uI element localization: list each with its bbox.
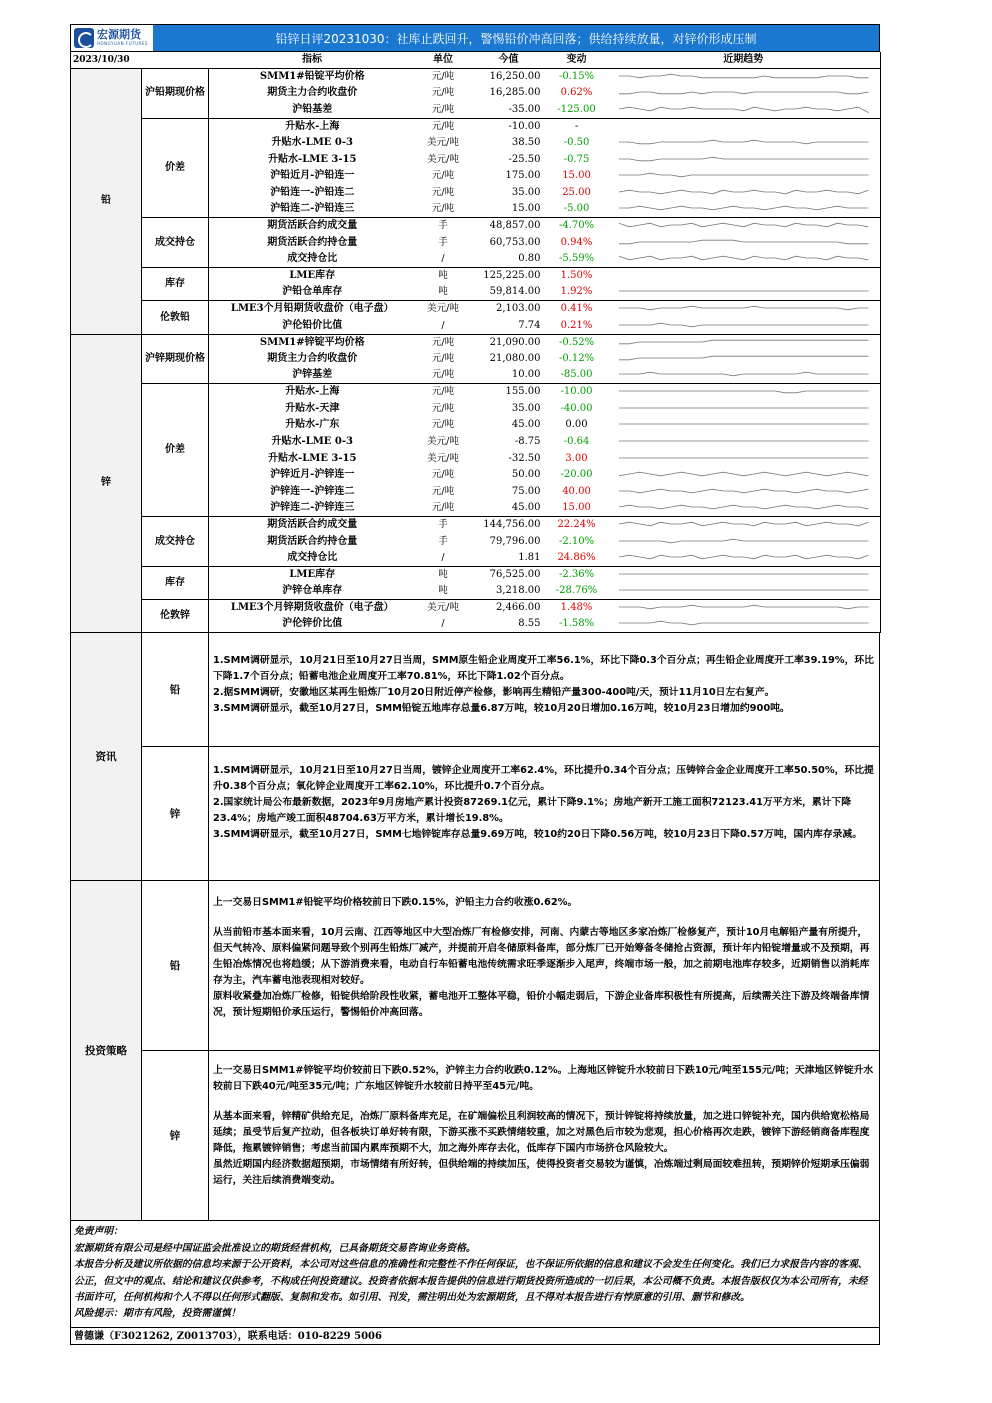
news-lead-item-3: 3.SMM调研显示，截至10月27日，SMM铅锭五地库存总量6.87万吨，较10月20日增加0.16万吨，较10月23日增加约900吨。 xyxy=(213,703,790,715)
sparkline-line xyxy=(618,489,868,493)
strategy-lead-label: 铅 xyxy=(142,881,209,1050)
indicator-unit: 美元/吨 xyxy=(427,137,459,149)
indicator-change: -28.76% xyxy=(547,583,607,600)
report-header xyxy=(70,24,880,52)
indicator-change: -0.12% xyxy=(558,352,595,364)
indicator-value: 21,090.00 xyxy=(489,336,541,348)
strategy-zinc-p2: 从基本面来看，锌精矿供给充足，冶炼厂原料备库充足，在矿端偏松且利润较高的情况下，预计锌锭将持续放量，加之进口锌锭补充，国内供给宽松格局延续；虽受节后复产拉动，但各板块订单好转有限，下游买涨不买跌情绪较重，加之对黑色后市较为悲观，担心价格再次走跌，镀锌下游经销商备库程度降低，拖累镀锌销售；考虑当前国内累库预期不大，加之海外库存去化，低库存下国内市场挤仓风险较大。 xyxy=(213,1111,870,1155)
indicator-unit: 元/吨 xyxy=(416,367,471,384)
sparkline xyxy=(607,334,881,351)
indicator-value: 3,218.00 xyxy=(471,583,547,600)
disclaimer-line3: 风险提示：期市有风险，投资需谨慎！ xyxy=(74,1308,241,1320)
indicator-unit: 美元/吨 xyxy=(427,435,459,447)
sparkline-line xyxy=(618,356,868,360)
indicator-name: 沪铅仓单库存 xyxy=(209,284,416,301)
indicator-value: 16,285.00 xyxy=(489,87,541,99)
indicator-unit: 美元/吨 xyxy=(427,303,459,315)
sparkline-line xyxy=(618,207,868,211)
sparkline-line xyxy=(618,256,868,260)
strategy-zinc-p1: 上一交易日SMM1#锌锭平均价较前日下跌0.52%，沪锌主力合约收跌0.12%。上海地区锌锭升水较前日下跌10元/吨至155元/吨；天津地区锌锭升水较前日下跌40元/吨至35元/吨；广东地区锌锭升水较前日持平至45元/吨。 xyxy=(213,1065,874,1093)
table-row xyxy=(71,218,881,235)
indicator-value: -25.50 xyxy=(508,153,541,165)
sparkline xyxy=(607,417,881,434)
indicator-change: 0.00 xyxy=(565,419,588,431)
indicator-unit: 元/吨 xyxy=(416,102,471,119)
strategy-zinc-text xyxy=(209,1051,879,1220)
indicator-value: 1.81 xyxy=(471,550,547,567)
news-zinc-label: 锌 xyxy=(142,747,209,880)
indicator-name: SMM1#铅锭平均价格 xyxy=(259,71,365,83)
news-label: 资讯 xyxy=(71,633,142,880)
sparkline xyxy=(607,450,881,467)
indicator-change: 0.21% xyxy=(547,318,607,335)
indicator-name: 升贴水-LME 3-15 xyxy=(268,452,357,464)
indicator-value: 125,225.00 xyxy=(483,270,541,282)
indicator-value: 59,814.00 xyxy=(471,284,547,301)
indicator-name: 沪铅近月-沪铅连一 xyxy=(270,170,355,182)
indicator-name: 期货活跃合约持仓量 xyxy=(267,236,358,248)
indicator-name: 升贴水-LME 3-15 xyxy=(268,153,357,165)
news-zinc-item-2: 2.国家统计局公布最新数据，2023年9月房地产累计投资87269.1亿元，累计下降9.1%；房地产新开工施工面积72123.41万平方米，累计下降23.4%；房地产竣工面积48704.63万平方米，累计增长19.8%。 xyxy=(213,797,852,825)
indicator-change: -0.52% xyxy=(558,336,595,348)
indicator-unit: 元/吨 xyxy=(431,87,455,99)
indicator-unit: 元/吨 xyxy=(431,336,455,348)
indicator-unit: 元/吨 xyxy=(431,170,455,182)
indicator-unit: 元/吨 xyxy=(416,500,471,517)
sparkline xyxy=(607,483,881,500)
indicator-change: -125.00 xyxy=(547,102,607,119)
group-label: 成交持仓 xyxy=(142,517,209,567)
indicator-change: 0.62% xyxy=(560,87,593,99)
indicator-name: LME3个月铅期货收盘价（电子盘） xyxy=(230,303,394,315)
indicator-value: 144,756.00 xyxy=(483,519,541,531)
strategy-lead-text xyxy=(209,881,879,1050)
indicator-name: 沪伦锌价比值 xyxy=(209,616,416,633)
indicator-change: -2.10% xyxy=(558,535,595,547)
logo-en-text: HONGYUAN FUTURES xyxy=(97,41,148,46)
indicator-unit: 手 xyxy=(438,220,448,232)
indicator-change: -2.36% xyxy=(558,568,595,580)
indicator-change: -5.59% xyxy=(547,251,607,268)
indicator-unit: 美元/吨 xyxy=(427,153,459,165)
indicator-value: 48,857.00 xyxy=(489,220,541,232)
indicator-value: 21,080.00 xyxy=(489,352,541,364)
strategy-lead-block xyxy=(142,881,879,1051)
indicator-name: 沪铅基差 xyxy=(209,102,416,119)
indicator-name: SMM1#锌锭平均价格 xyxy=(259,336,365,348)
indicator-unit: 元/吨 xyxy=(431,485,455,497)
indicator-value: 10.00 xyxy=(471,367,547,384)
indicator-change: -5.00 xyxy=(547,201,607,218)
sparkline-line xyxy=(618,472,868,476)
disclaimer-title: 免责声明： xyxy=(74,1226,123,1238)
table-row xyxy=(71,517,881,534)
table-row xyxy=(71,334,881,351)
indicator-name: 期货活跃合约成交量 xyxy=(267,519,358,531)
sparkline xyxy=(607,201,881,218)
indicator-name: 期货活跃合约成交量 xyxy=(267,220,358,232)
sparkline xyxy=(607,235,881,252)
news-lead-label: 铅 xyxy=(142,633,209,746)
col-change: 变动 xyxy=(547,52,607,69)
indicator-value: 15.00 xyxy=(471,201,547,218)
sparkline xyxy=(607,152,881,169)
indicator-value: 45.00 xyxy=(511,419,541,431)
indicator-change: - xyxy=(574,120,579,132)
indicator-unit: 吨 xyxy=(438,270,448,282)
indicator-value: 76,525.00 xyxy=(489,568,541,580)
indicator-change: 25.00 xyxy=(562,187,591,199)
group-label: 伦敦锌 xyxy=(142,600,209,633)
indicator-unit: 手 xyxy=(438,519,448,531)
indicator-unit: / xyxy=(416,318,471,335)
sparkline-line xyxy=(618,174,868,178)
sparkline xyxy=(607,616,881,633)
table-row xyxy=(71,69,881,86)
sparkline xyxy=(607,284,881,301)
strategy-lead-p1: 上一交易日SMM1#铅锭平均价格较前日下跌0.15%，沪铅主力合约收涨0.62%。 xyxy=(213,897,578,909)
group-label: 沪铅期现价格 xyxy=(142,69,209,119)
indicator-change: -0.75 xyxy=(563,153,590,165)
indicator-unit: 元/吨 xyxy=(431,469,455,481)
sparkline xyxy=(607,550,881,567)
indicator-unit: 元/吨 xyxy=(416,201,471,218)
sparkline xyxy=(607,500,881,517)
indicator-unit: 手 xyxy=(438,535,448,547)
indicator-value: -10.00 xyxy=(508,120,541,132)
indicator-change: 0.41% xyxy=(560,303,593,315)
strategy-label: 投资策略 xyxy=(71,881,142,1220)
indicator-name: 成交持仓比 xyxy=(209,251,416,268)
news-lead-item-2: 2.据SMM调研，安徽地区某再生铅炼厂10月20日附近停产检修，影响再生精铅产量300-400吨/天，预计11月10日左右复产。 xyxy=(213,687,775,699)
col-trend: 近期趋势 xyxy=(607,52,881,69)
indicator-value: 155.00 xyxy=(505,386,541,398)
indicator-value: -8.75 xyxy=(514,435,541,447)
indicator-change: 40.00 xyxy=(562,485,591,497)
indicator-change: 22.24% xyxy=(557,519,596,531)
indicator-value: 45.00 xyxy=(471,500,547,517)
indicator-name: 沪锌连二-沪锌连三 xyxy=(209,500,416,517)
indicator-value: 2,103.00 xyxy=(495,303,541,315)
sparkline-line xyxy=(618,157,868,161)
indicator-name: 升贴水-上海 xyxy=(285,120,340,132)
indicator-name: 沪锌仓单库存 xyxy=(209,583,416,600)
group-label: 成交持仓 xyxy=(142,218,209,268)
sparkline-line xyxy=(618,240,868,244)
sparkline xyxy=(607,384,881,401)
disclaimer-line2: 本报告分析及建议所依据的信息均来源于公开资料，本公司对这些信息的准确性和完整性不作任何保证，也不保证所依据的信息和建议不会发生任何变化。我们已力求报告内容的客观、公正，但文中的观点、结论和建议仅供参考，不构成任何投资建议。投资者依据本报告提供的信息进行期货投资所造成的一切后果，本公司概不负责。本报告版权仅为本公司所有，未经书面许可，任何机构和个人不得以任何形式翻版、复制和发布。如引用、刊发，需注明出处为宏源期货，且不得对本报告进行有悖原意的引用、删节和修改。 xyxy=(74,1259,868,1303)
strategy-lead-p2: 从当前铅市基本面来看，10月云南、江西等地区中大型冶炼厂有检修安排，河南、内蒙古等地区多家冶炼厂检修复产，预计10月电解铅产量有所提升，但天气转冷、原料偏紧问题导致个别再生铅炼厂减产，并提前开启冬储原料备库，部分炼厂已开始筹备冬储抢占资源，预计年内铅锭增量或不及预期，再生铅冶炼情况也将趋缓；从下游消费来看，电动自行车铅蓄电池传统需求旺季逐渐步入尾声，终端市场一般，加之前期电池库存较多，近期销售以消耗库存为主，汽车蓄电池表现相对较好。 xyxy=(213,927,870,987)
indicator-change: -1.58% xyxy=(547,616,607,633)
sparkline xyxy=(607,533,881,550)
disclaimer-line1: 宏源期货有限公司是经中国证监会批准设立的期货经营机构，已具备期货交易咨询业务资格。 xyxy=(74,1242,476,1254)
indicator-unit: 吨 xyxy=(438,568,448,580)
indicator-change: 1.92% xyxy=(547,284,607,301)
group-label: 沪锌期现价格 xyxy=(142,334,209,384)
sparkline xyxy=(607,301,881,318)
sparkline xyxy=(607,118,881,135)
sparkline xyxy=(607,102,881,119)
sparkline-line xyxy=(618,391,868,393)
indicator-unit: 元/吨 xyxy=(431,71,455,83)
indicator-unit: 美元/吨 xyxy=(427,452,459,464)
indicator-unit: 元/吨 xyxy=(431,386,455,398)
indicator-unit: / xyxy=(416,251,471,268)
indicator-value: 79,796.00 xyxy=(489,535,541,547)
news-lead-block xyxy=(142,633,879,747)
indicator-name: 升贴水-上海 xyxy=(285,386,340,398)
sparkline xyxy=(607,69,881,86)
indicator-unit: 元/吨 xyxy=(431,120,455,132)
sparkline xyxy=(607,135,881,152)
indicator-value: 0.80 xyxy=(471,251,547,268)
sparkline xyxy=(607,318,881,335)
logo-icon xyxy=(74,28,94,48)
market-data-table xyxy=(70,52,881,633)
sparkline-line xyxy=(618,92,868,94)
metal-zinc-label: 锌 xyxy=(71,334,142,633)
sparkline-line xyxy=(618,539,868,543)
indicator-value: 175.00 xyxy=(505,170,541,182)
col-unit: 单位 xyxy=(416,52,471,69)
sparkline-line xyxy=(618,340,868,344)
col-value: 今值 xyxy=(471,52,547,69)
indicator-change: 0.94% xyxy=(560,236,593,248)
indicator-name: 期货主力合约收盘价 xyxy=(267,87,358,99)
indicator-change: -0.50 xyxy=(563,137,590,149)
group-label: 库存 xyxy=(142,566,209,599)
group-label: 伦敦铅 xyxy=(142,301,209,334)
sparkline xyxy=(607,434,881,451)
indicator-name: 沪锌基差 xyxy=(209,367,416,384)
sparkline xyxy=(607,268,881,285)
strategy-lead-p3: 原料收紧叠加冶炼厂检修，铅锭供给阶段性收紧，蓄电池开工整体平稳，铅价小幅走弱后，下游企业备库积极性有所提高，后续需关注下游及终端备库情况，预计短期铅价承压运行，警惕铅价冲高回落。 xyxy=(213,991,870,1019)
sparkline-line xyxy=(618,224,868,228)
strategy-zinc-p3: 虽然近期国内经济数据超预期，市场情绪有所好转，但供给端的持续加压，使得投资者交易较为谨慎，冶炼端过剩局面较难扭转，预期锌价短期承压偏弱运行，关注后续消费端变动。 xyxy=(213,1159,870,1187)
sparkline xyxy=(607,85,881,102)
sparkline-line xyxy=(618,621,868,625)
group-label: 价差 xyxy=(142,118,209,218)
indicator-name: LME3个月锌期货收盘价（电子盘） xyxy=(230,602,394,614)
indicator-value: 2,466.00 xyxy=(495,602,541,614)
metal-lead-label: 铅 xyxy=(71,69,142,335)
indicator-value: 16,250.00 xyxy=(489,71,541,83)
sparkline-line xyxy=(618,107,868,112)
indicator-value: 35.00 xyxy=(511,187,541,199)
indicator-value: 7.74 xyxy=(471,318,547,335)
sparkline xyxy=(607,168,881,185)
indicator-name: 期货活跃合约持仓量 xyxy=(267,535,358,547)
indicator-change: -0.64 xyxy=(563,435,590,447)
indicator-change: -10.00 xyxy=(560,386,593,398)
news-zinc-block xyxy=(142,747,879,880)
news-lead-item-1: 1.SMM调研显示，10月21日至10月27日当周，SMM原生铅企业周度开工率56.1%，环比下降0.3个百分点；再生铅企业周度开工率39.19%，环比下降1.7个百分点；铅蓄电池企业周度开工率70.81%，环比下降1.02个百分点。 xyxy=(213,655,874,683)
sparkline xyxy=(607,351,881,368)
indicator-name: 沪锌连一-沪锌连二 xyxy=(270,485,355,497)
strategy-section xyxy=(70,881,880,1221)
logo-cn-text: 宏源期货 xyxy=(97,28,141,41)
sparkline xyxy=(607,583,881,600)
col-indicator: 指标 xyxy=(209,52,416,69)
table-row xyxy=(71,301,881,318)
indicator-change: 1.50% xyxy=(560,270,593,282)
table-row xyxy=(71,566,881,583)
indicator-name: 沪伦铅价比值 xyxy=(209,318,416,335)
news-zinc-text xyxy=(209,747,879,880)
indicator-value: 35.00 xyxy=(511,402,541,414)
table-row xyxy=(71,268,881,285)
sparkline-line xyxy=(618,505,868,509)
sparkline-line xyxy=(618,522,868,526)
sparkline xyxy=(607,566,881,583)
indicator-name: 升贴水-LME 0-3 xyxy=(271,435,353,447)
indicator-name: 成交持仓比 xyxy=(209,550,416,567)
indicator-change: 3.00 xyxy=(565,452,588,464)
sparkline-line xyxy=(618,605,868,609)
report-date: 2023/10/30 xyxy=(71,52,209,69)
indicator-unit: / xyxy=(416,616,471,633)
column-header-row xyxy=(71,52,881,69)
indicator-unit: / xyxy=(416,550,471,567)
sparkline-line xyxy=(618,555,868,559)
indicator-name: 升贴水-LME 0-3 xyxy=(271,137,353,149)
sparkline-line xyxy=(618,323,868,327)
indicator-name: 沪铅连一-沪铅连二 xyxy=(270,187,355,199)
indicator-unit: 元/吨 xyxy=(431,419,455,431)
sparkline-line xyxy=(618,190,868,194)
indicator-value: 60,753.00 xyxy=(489,236,541,248)
sparkline-line xyxy=(618,74,868,78)
indicator-change: -0.15% xyxy=(558,71,595,83)
news-lead-text xyxy=(209,633,879,746)
sparkline xyxy=(607,185,881,202)
company-logo xyxy=(71,25,153,51)
indicator-name: LME库存 xyxy=(289,270,336,282)
indicator-value: -35.00 xyxy=(471,102,547,119)
indicator-unit: 吨 xyxy=(416,583,471,600)
table-row xyxy=(71,600,881,617)
sparkline xyxy=(607,367,881,384)
news-zinc-item-3: 3.SMM调研显示，截至10月27日，SMM七地锌锭库存总量9.69万吨，较10约20日下降0.56万吨，较10月23日下降0.57万吨，国内库存录减。 xyxy=(213,829,863,841)
indicator-change: -40.00 xyxy=(560,402,593,414)
indicator-change: -20.00 xyxy=(560,469,593,481)
indicator-value: 38.50 xyxy=(511,137,541,149)
indicator-change: 1.48% xyxy=(560,602,593,614)
sparkline xyxy=(607,400,881,417)
table-row xyxy=(71,118,881,135)
group-label: 库存 xyxy=(142,268,209,301)
report-page xyxy=(70,24,880,1345)
sparkline xyxy=(607,251,881,268)
sparkline xyxy=(607,467,881,484)
indicator-change: 15.00 xyxy=(562,170,591,182)
indicator-name: 升贴水-广东 xyxy=(285,419,340,431)
indicator-name: 升贴水-天津 xyxy=(285,402,340,414)
indicator-name: 沪锌近月-沪锌连一 xyxy=(270,469,355,481)
analyst-contact: 曾德谦（F3021262, Z0013703），联系电话：010-8229 5006 xyxy=(70,1328,880,1345)
indicator-change: -4.70% xyxy=(558,220,595,232)
indicator-unit: 元/吨 xyxy=(431,187,455,199)
sparkline xyxy=(607,218,881,235)
indicator-unit: 吨 xyxy=(416,284,471,301)
indicator-unit: 元/吨 xyxy=(431,352,455,364)
report-title: 铅锌日评20231030：社库止跌回升，警惕铅价冲高回落；供给持续放量，对锌价形成压制 xyxy=(153,25,879,51)
news-section xyxy=(70,633,880,881)
sparkline-line xyxy=(618,140,868,144)
indicator-change: 24.86% xyxy=(547,550,607,567)
table-row xyxy=(71,384,881,401)
indicator-change: -85.00 xyxy=(547,367,607,384)
indicator-unit: 手 xyxy=(438,236,448,248)
indicator-value: 50.00 xyxy=(511,469,541,481)
sparkline xyxy=(607,517,881,534)
group-label: 价差 xyxy=(142,384,209,517)
indicator-name: 沪铅连二-沪铅连三 xyxy=(209,201,416,218)
strategy-zinc-block xyxy=(142,1051,879,1220)
indicator-unit: 元/吨 xyxy=(431,402,455,414)
indicator-value: 75.00 xyxy=(511,485,541,497)
indicator-unit: 美元/吨 xyxy=(427,602,459,614)
indicator-value: -32.50 xyxy=(508,452,541,464)
sparkline xyxy=(607,600,881,617)
indicator-name: LME库存 xyxy=(289,568,336,580)
strategy-zinc-label: 锌 xyxy=(142,1051,209,1220)
disclaimer xyxy=(70,1221,880,1327)
sparkline-line xyxy=(618,373,868,377)
indicator-change: 15.00 xyxy=(547,500,607,517)
news-zinc-item-1: 1.SMM调研显示，10月21日至10月27日当周，镀锌企业周度开工率62.4%，环比提升0.34个百分点；压铸锌合金企业周度开工率50.50%，环比提升0.38个百分点；氧化锌企业周度开工率62.10%，环比提升0.7个百分点。 xyxy=(213,765,874,793)
indicator-name: 期货主力合约收盘价 xyxy=(267,352,358,364)
indicator-value: 8.55 xyxy=(471,616,547,633)
sparkline-line xyxy=(618,307,868,311)
